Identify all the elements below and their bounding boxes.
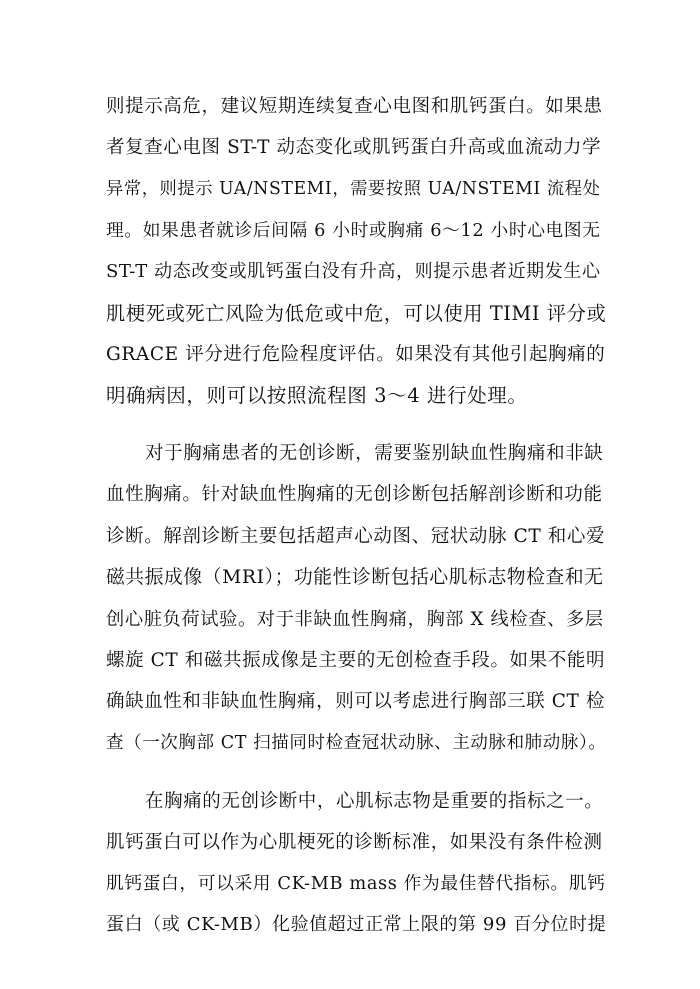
text-line: 理。如果患者就诊后间隔 6 小时或胸痛 6～12 小时心电图无 bbox=[106, 221, 601, 241]
text-line: 查（一次胸部 CT 扫描同时检查冠状动脉、主动脉和肺动脉）。 bbox=[106, 733, 607, 753]
text-line: ST-T 动态改变或肌钙蛋白没有升高，则提示患者近期发生心 bbox=[106, 261, 601, 282]
text-line: GRACE 评分进行危险程度评估。如果没有其他引起胸痛的 bbox=[106, 344, 606, 365]
text-line: 明确病因，则可以按照流程图 3～4 进行处理。 bbox=[106, 384, 528, 407]
text-line: 血性胸痛。针对缺血性胸痛的无创诊断包括解剖诊断和功能 bbox=[106, 484, 603, 505]
text-line: 确缺血性和非缺血性胸痛，则可以考虑进行胸部三联 CT 检 bbox=[106, 691, 606, 712]
text-line: 诊断。解剖诊断主要包括超声心动图、冠状动脉 CT 和心爱 bbox=[106, 526, 606, 547]
text-line: 则提示高危，建议短期连续复查心电图和肌钙蛋白。如果患 bbox=[106, 96, 603, 117]
text-line: 磁共振成像（MRI）；功能性诊断包括心肌标志物检查和无 bbox=[106, 567, 604, 588]
text-line: 螺旋 CT 和磁共振成像是主要的无创检查手段。如果不能明 bbox=[106, 650, 606, 671]
text-line: 异常，则提示 UA/NSTEMI，需要按照 UA/NSTEMI 流程处 bbox=[106, 179, 601, 199]
text-line: 肌钙蛋白，可以采用 CK-MB mass 作为最佳替代指标。肌钙 bbox=[106, 874, 606, 894]
text-line: 创心脏负荷试验。对于非缺血性胸痛，胸部 X 线检查、多层 bbox=[106, 609, 604, 630]
text-line: 对于胸痛患者的无创诊断，需要鉴别缺血性胸痛和非缺 bbox=[145, 443, 604, 464]
text-line: 者复查心电图 ST-T 动态变化或肌钙蛋白升高或血流动力学 bbox=[106, 137, 602, 158]
text-line: 肌梗死或死亡风险为低危或中危，可以使用 TIMI 评分或 bbox=[106, 302, 607, 325]
text-line: 在胸痛的无创诊断中，心肌标志物是重要的指标之一。 bbox=[145, 791, 604, 812]
text-line: 肌钙蛋白可以作为心肌梗死的诊断标准，如果没有条件检测 bbox=[106, 832, 603, 853]
text-line: 蛋白（或 CK-MB）化验值超过正常上限的第 99 百分位时提 bbox=[106, 914, 607, 935]
